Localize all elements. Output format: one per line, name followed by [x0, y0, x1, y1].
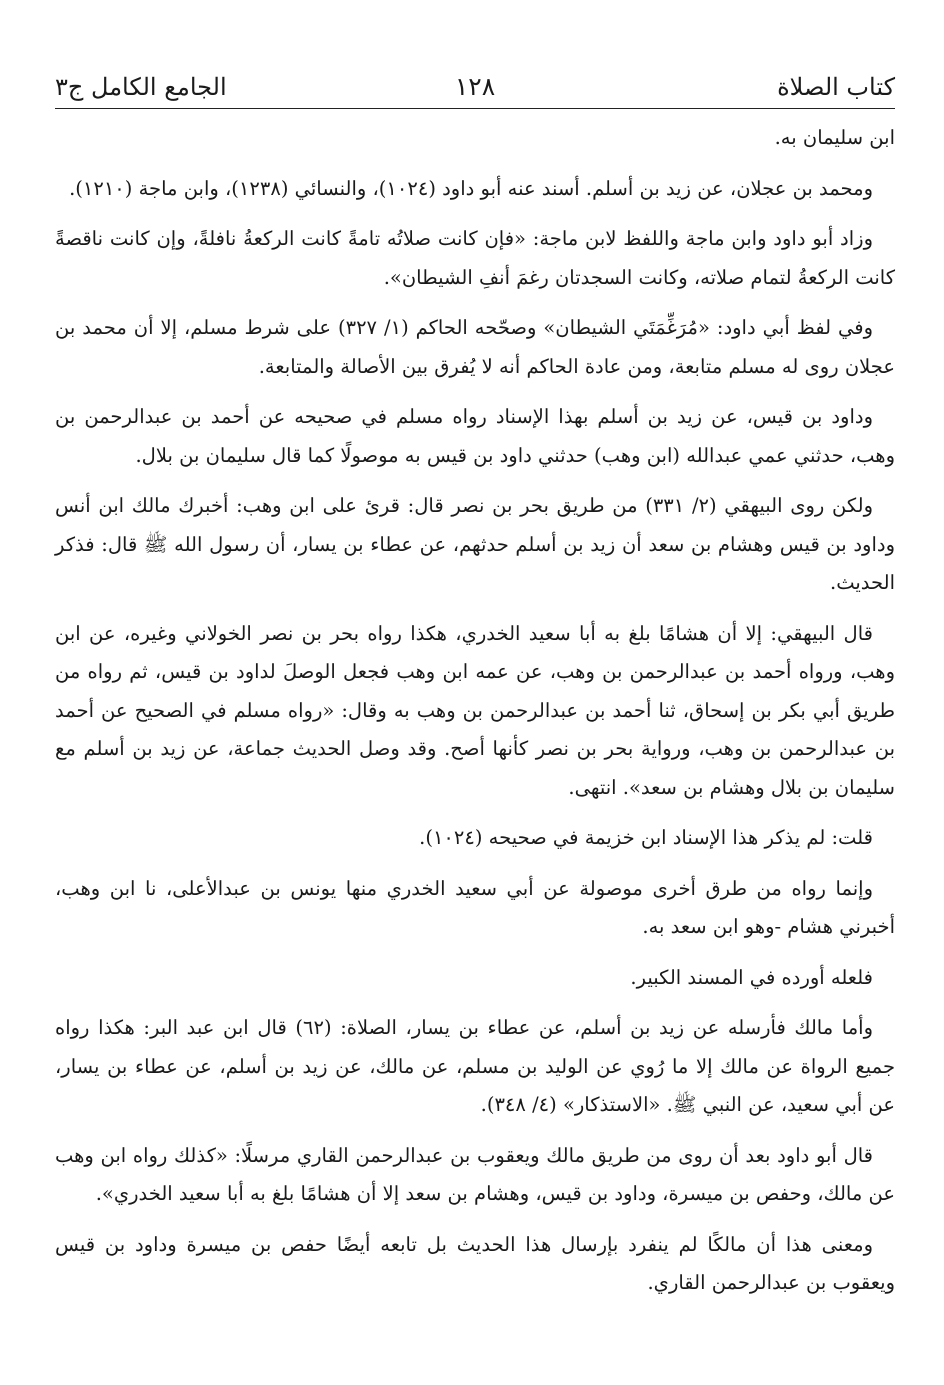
paragraph: قال البيهقي: إلا أن هشامًا بلغ به أبا سعيد الخدري، هكذا رواه بحر بن نصر الخولاني وغيره، عن ابن وهب، ورواه أحمد بن عبدالرحمن بن وهب، عن عمه ابن وهب فجعل الوصلَ لداود بن قيس، ثم رواه من طريق أبي بكر بن إسحاق، ثنا أحمد بن عبدالرحمن بن وهب به وقال: «رواه مسلم في الصحيح عن أحمد بن عبدالرحمن بن وهب، ورواية بحر بن نصر كأنها أصح. وقد وصل الحديث جماعة، عن زيد بن أسلم مع سليمان بن بلال وهشام بن سعد». انتهى.	[55, 621, 895, 799]
paragraph: وداود بن قيس، عن زيد بن أسلم بهذا الإسناد رواه مسلم في صحيحه عن أحمد بن عبدالرحمن بن وهب، حدثني عمي عبدالله (ابن وهب) حدثني داود بن قيس به موصولًا كما قال سليمان بن بلال.	[55, 405, 895, 467]
paragraph: ولكن روى البيهقي (٢/ ٣٣١) من طريق بحر بن نصر قال: قرئ على ابن وهب: أخبرك مالك ابن أنس وداود بن قيس وهشام بن سعد أن زيد بن أسلم حدثهم، عن عطاء بن يسار، أن رسول الله ﷺ قال: فذكر الحديث.	[55, 494, 895, 594]
paragraph: وإنما رواه من طرق أخرى موصولة عن أبي سعيد الخدري منها يونس بن عبدالأعلى، نا ابن وهب، أخبرني هشام -وهو ابن سعد به.	[55, 876, 895, 938]
paragraph: ابن سليمان به.	[774, 126, 895, 149]
page-number: ١٢٨	[454, 72, 496, 101]
paragraph: قلت: لم يذكر هذا الإسناد ابن خزيمة في صحيحه (١٠٢٤).	[419, 826, 873, 849]
running-header	[55, 66, 895, 109]
chapter-title: كتاب الصلاة	[777, 73, 895, 101]
book-title: الجامع الكامل ج٣	[55, 73, 227, 101]
paragraph: وفي لفظ أبي داود: «مُرَغِّمَتَي الشيطان» وصحّحه الحاكم (١/ ٣٢٧) على شرط مسلم، إلا أن محمد بن عجلان روى له مسلم متابعة، ومن عادة الحاكم أنه لا يُفرق بين الأصالة والمتابعة.	[55, 316, 895, 378]
paragraph: ومعنى هذا أن مالكًا لم ينفرد بإرسال هذا الحديث بل تابعه أيضًا حفص بن ميسرة وداود بن قيس ويعقوب بن عبدالرحمن القاري.	[55, 1232, 895, 1294]
paragraph: وزاد أبو داود وابن ماجة واللفظ لابن ماجة: «فإن كانت صلاتُه تامةً كانت الركعةُ نافلةً، وإن كانت ناقصةً كانت الركعةُ لتمام صلاته، وكانت السجدتان رغمَ أنفِ الشيطان».	[55, 227, 895, 289]
paragraph: فلعله أورده في المسند الكبير.	[630, 965, 873, 989]
page-body	[55, 119, 895, 1303]
paragraph: وأما مالك فأرسله عن زيد بن أسلم، عن عطاء بن يسار، الصلاة: (٦٢) قال ابن عبد البر: هكذا رواه جميع الرواة عن مالك إلا ما رُوي عن الوليد بن مسلم، عن مالك، عن زيد بن أسلم، عن عطاء بن يسار، عن أبي سعيد، عن النبي ﷺ. «الاستذكار» (٤/ ٣٤٨).	[55, 1016, 895, 1116]
paragraph: ومحمد بن عجلان، عن زيد بن أسلم. أسند عنه أبو داود (١٠٢٤)، والنسائي (١٢٣٨)، وابن ماجة (١٢١٠).	[69, 176, 873, 200]
book-page	[55, 66, 895, 1315]
paragraph: قال أبو داود بعد أن روى من طريق مالك ويعقوب بن عبدالرحمن القاري مرسلًا: «كذلك رواه ابن وهب عن مالك، وحفص بن ميسرة، وداود بن قيس، وهشام بن سعد إلا أن هشامًا بلغ به أبا سعيد الخدري».	[55, 1143, 895, 1205]
